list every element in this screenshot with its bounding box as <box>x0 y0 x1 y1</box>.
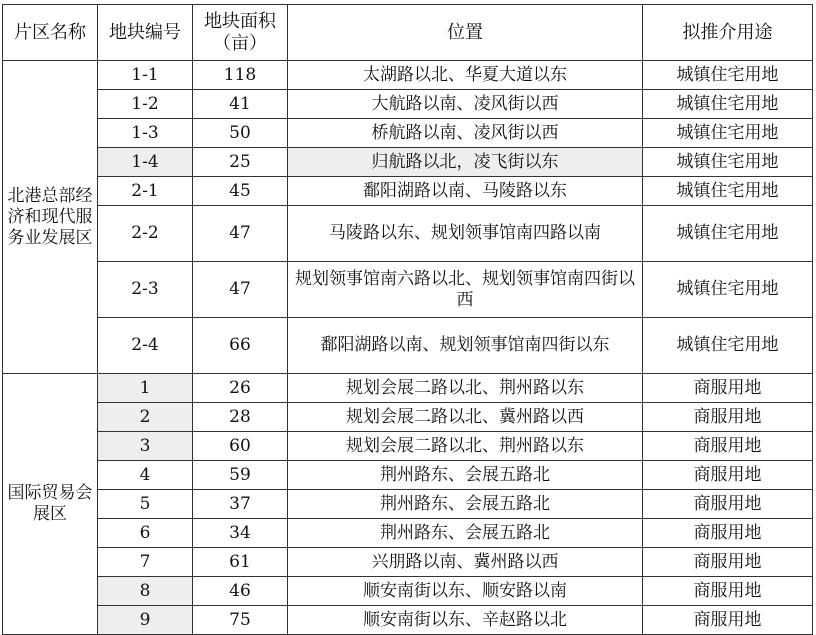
location-cell: 鄱阳湖路以南、马陵路以东 <box>288 177 643 206</box>
location-cell: 桥航路以南、凌风街以西 <box>288 119 643 148</box>
use-cell: 商服用地 <box>643 403 813 432</box>
plot-no-cell: 1-4 <box>98 148 193 177</box>
plot-no-cell: 3 <box>98 432 193 461</box>
table-row <box>3 90 813 119</box>
header-use: 拟推介用途 <box>643 5 813 61</box>
area-cell: 41 <box>193 90 288 119</box>
use-cell: 商服用地 <box>643 606 813 635</box>
use-cell: 城镇住宅用地 <box>643 148 813 177</box>
header-area-line1: 地块面积 <box>204 10 276 32</box>
land-plot-table-container <box>2 4 813 635</box>
plot-no-cell: 2-1 <box>98 177 193 206</box>
plot-no-cell: 4 <box>98 461 193 490</box>
location-cell: 归航路以北，凌飞街以东 <box>288 148 643 177</box>
table-row <box>3 206 813 262</box>
area-cell: 28 <box>193 403 288 432</box>
use-cell: 城镇住宅用地 <box>643 177 813 206</box>
area-cell: 50 <box>193 119 288 148</box>
table-row <box>3 177 813 206</box>
location-cell: 荆州路东、会展五路北 <box>288 519 643 548</box>
header-row <box>3 5 813 61</box>
table-row <box>3 148 813 177</box>
use-cell: 城镇住宅用地 <box>643 90 813 119</box>
header-area <box>193 5 288 61</box>
use-cell: 城镇住宅用地 <box>643 61 813 90</box>
area-cell: 59 <box>193 461 288 490</box>
plot-no-cell: 2-4 <box>98 318 193 374</box>
table-row <box>3 432 813 461</box>
table-row <box>3 61 813 90</box>
header-location: 位置 <box>288 5 643 61</box>
use-cell: 商服用地 <box>643 490 813 519</box>
zone-cell: 国际贸易会展区 <box>3 374 98 635</box>
table-row <box>3 461 813 490</box>
use-cell: 商服用地 <box>643 548 813 577</box>
plot-no-cell: 7 <box>98 548 193 577</box>
area-cell: 75 <box>193 606 288 635</box>
location-cell: 兴朋路以南、冀州路以西 <box>288 548 643 577</box>
location-cell: 荆州路东、会展五路北 <box>288 461 643 490</box>
area-cell: 25 <box>193 148 288 177</box>
area-cell: 47 <box>193 206 288 262</box>
area-cell: 26 <box>193 374 288 403</box>
location-cell: 鄱阳湖路以南、规划领事馆南四街以东 <box>288 318 643 374</box>
location-cell: 顺安南街以东、辛赵路以北 <box>288 606 643 635</box>
use-cell: 商服用地 <box>643 519 813 548</box>
area-cell: 46 <box>193 577 288 606</box>
use-cell: 商服用地 <box>643 374 813 403</box>
use-cell: 城镇住宅用地 <box>643 119 813 148</box>
header-area-line2: （亩） <box>213 32 267 54</box>
table-row <box>3 318 813 374</box>
location-cell: 规划领事馆南六路以北、规划领事馆南四街以西 <box>288 262 643 318</box>
location-cell: 规划会展二路以北、荆州路以东 <box>288 374 643 403</box>
area-cell: 45 <box>193 177 288 206</box>
plot-no-cell: 1-2 <box>98 90 193 119</box>
area-cell: 61 <box>193 548 288 577</box>
header-plot-no: 地块编号 <box>98 5 193 61</box>
area-cell: 60 <box>193 432 288 461</box>
plot-no-cell: 1-1 <box>98 61 193 90</box>
use-cell: 商服用地 <box>643 577 813 606</box>
plot-no-cell: 1 <box>98 374 193 403</box>
area-cell: 118 <box>193 61 288 90</box>
area-cell: 66 <box>193 318 288 374</box>
location-cell: 马陵路以东、规划领事馆南四路以南 <box>288 206 643 262</box>
plot-no-cell: 2-3 <box>98 262 193 318</box>
area-cell: 37 <box>193 490 288 519</box>
use-cell: 城镇住宅用地 <box>643 206 813 262</box>
table-row <box>3 374 813 403</box>
use-cell: 商服用地 <box>643 461 813 490</box>
table-row <box>3 119 813 148</box>
zone-cell: 北港总部经济和现代服务业发展区 <box>3 61 98 374</box>
table-row <box>3 519 813 548</box>
table-row <box>3 490 813 519</box>
location-cell: 大航路以南、凌风街以西 <box>288 90 643 119</box>
header-zone: 片区名称 <box>3 5 98 61</box>
table-row <box>3 606 813 635</box>
plot-no-cell: 1-3 <box>98 119 193 148</box>
plot-no-cell: 6 <box>98 519 193 548</box>
plot-no-cell: 9 <box>98 606 193 635</box>
plot-no-cell: 5 <box>98 490 193 519</box>
location-cell: 太湖路以北、华夏大道以东 <box>288 61 643 90</box>
area-cell: 47 <box>193 262 288 318</box>
use-cell: 商服用地 <box>643 432 813 461</box>
land-plot-table <box>2 4 813 635</box>
use-cell: 城镇住宅用地 <box>643 318 813 374</box>
location-cell: 规划会展二路以北、荆州路以东 <box>288 432 643 461</box>
plot-no-cell: 8 <box>98 577 193 606</box>
area-cell: 34 <box>193 519 288 548</box>
table-row <box>3 262 813 318</box>
location-cell: 顺安南街以东、顺安路以南 <box>288 577 643 606</box>
plot-no-cell: 2 <box>98 403 193 432</box>
plot-no-cell: 2-2 <box>98 206 193 262</box>
location-cell: 规划会展二路以北、冀州路以西 <box>288 403 643 432</box>
location-cell: 荆州路东、会展五路北 <box>288 490 643 519</box>
use-cell: 城镇住宅用地 <box>643 262 813 318</box>
table-row <box>3 403 813 432</box>
table-row <box>3 548 813 577</box>
table-row <box>3 577 813 606</box>
